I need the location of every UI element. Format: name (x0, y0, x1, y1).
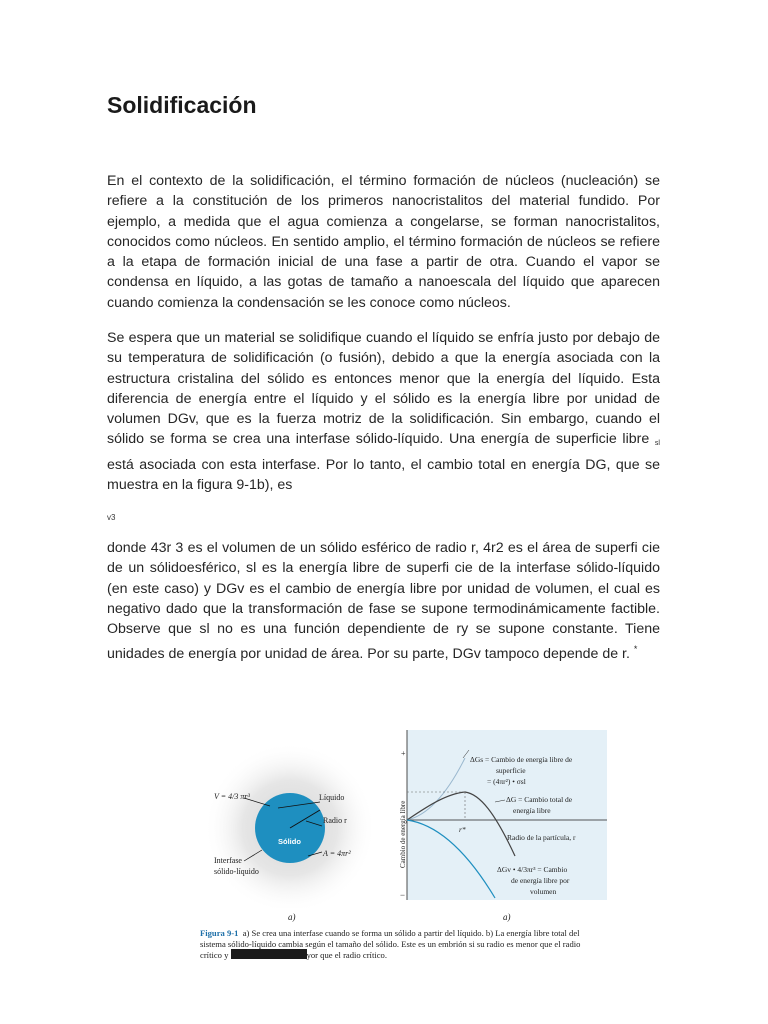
paragraph-definitions (107, 538, 660, 665)
area-label: A = 4πr² (323, 849, 351, 858)
page-title: Solidificación (107, 92, 257, 118)
redaction-bar (231, 949, 307, 959)
total-label-line2: energía libre (513, 806, 551, 815)
sphere-diagram (198, 728, 378, 908)
critical-radius-label: r* (459, 825, 466, 834)
total-label-line1: ΔG = Cambio total de (506, 795, 573, 804)
panel-a-label: a) (288, 912, 296, 922)
surface-label-line2: superficie (496, 766, 526, 775)
caption-lead: Figura 9-1 (200, 928, 239, 938)
interface-label-line2: sólido-líquido (214, 867, 259, 876)
panel-b-label: a) (503, 912, 511, 922)
sigma-subscript: sl (654, 440, 660, 448)
minus-sign: − (400, 890, 406, 900)
surface-label-line1: ΔGs = Cambio de energía libre de (470, 755, 573, 764)
paragraph-2-text-a: Se espera que un material se solidifique cuando el líquido se enfría justo por debajo de su temperatura de solidificación (o fusión), debido a que la energía asociada con la estructura cristalina del sólido es entonces menor que la energía del líquido. Esta diferencia de energía entre el líquido y el sólido es la energía libre por unidad de volumen DGv, que es la fuerza motriz de la solidificación. Sin embargo, cuando el sólido se forma se crea una interfase sólido-líquido. Una energía de superficie libre (107, 330, 660, 448)
volume-label-line3: volumen (530, 887, 557, 896)
y-axis-label: Cambio de energía libre (399, 800, 407, 868)
energy-plot (395, 728, 610, 903)
interface-label-line1: Interfase (214, 856, 242, 865)
paragraph-3-text: donde 43r 3 es el volumen de un sólido esférico de radio r, 4r2 es el área de superfi cie de un sólidoesférico, sl es la energía libre de superfi cie de la interfase sólido-líquido (en este caso) y DGv es el cambio de energía libre por unidad de volumen, el cual es negativo dado que la transformación de fase se supone termodinámicamente factible. Observe que sl no es una función dependiente de ry se supone constante. Tiene unidades de energía por unidad de área. Por su parte, DGv tampoco depende de r. (107, 540, 660, 663)
figure-caption (200, 928, 600, 961)
x-axis-label: Radio de la partícula, r (507, 833, 576, 842)
caption-text-2: yor que el radio crítico. (306, 950, 387, 961)
surface-label-line3: = (4πr²) • σsl (487, 777, 526, 786)
footnote-mark: * (633, 644, 638, 655)
liquid-label: Líquido (319, 793, 345, 802)
equation-placeholder: v3 (107, 513, 116, 522)
volume-label-line2: de energía libre por (511, 876, 570, 885)
paragraph-2-text-b: está asociada con esta interfase. Por lo tanto, el cambio total en energía DG, que se muestra en la figura 9-1b), es (107, 456, 660, 494)
volume-label: V = 4/3 πr³ (214, 792, 250, 801)
paragraph-1-text: En el contexto de la solidificación, el término formación de núcleos (nucleación) se refiere a la constitución de los primeros nanocristalitos del material fundido. Por ejemplo, a medida que el agua comienza a congelarse, se forman nanocristalitos, conocidos como núcleos. En sentido amplio, el término formación de núcleos se refiere a la etapa de formación inicial de una fase a partir de otra. Cuando el vapor se condensa en líquido, a las gotas de tamaño a nanoescala del líquido que aparecen cuando comienza la condensación se les conoce como núcleos. (107, 173, 660, 311)
caption-text-1: a) Se crea una interfase cuando se forma un sólido a partir del líquido. b) La energía libre total del sistema sólido-líquido cambia según el tamaño del sólido. Este es un embrión si su radio es menor que el radio crítico y (200, 928, 581, 961)
radius-label: Radio r (323, 816, 347, 825)
paragraph-energy (107, 328, 660, 495)
paragraph-nucleation (107, 171, 660, 313)
plus-sign: + (401, 749, 406, 758)
figure-9-1 (180, 728, 610, 970)
solid-label: Sólido (278, 837, 301, 846)
volume-label-line1: ΔGv • 4/3πr³ = Cambio (497, 865, 568, 874)
